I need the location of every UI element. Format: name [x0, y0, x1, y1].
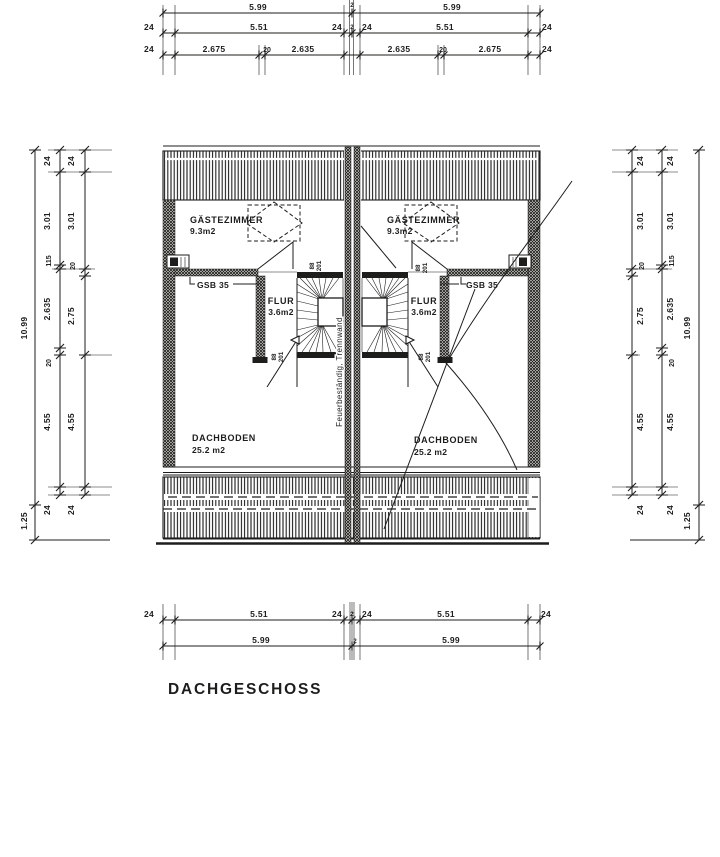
dim-label: 1.25	[19, 512, 29, 530]
partition-wall	[256, 276, 265, 362]
dim-label: 5.51	[250, 22, 268, 32]
dim-label: 24	[331, 22, 343, 32]
door-height: 201	[425, 351, 432, 363]
dim-label: 5.51	[436, 22, 454, 32]
dim-label: 20	[263, 47, 271, 54]
dim-label: 115	[669, 255, 676, 267]
dim-label: 24	[66, 155, 76, 167]
door-width: 88	[271, 353, 278, 361]
dim-label: 3.01	[665, 212, 675, 230]
dim-label: 115	[46, 255, 53, 267]
door-height: 201	[278, 351, 285, 363]
dim-label: 1.25	[682, 512, 692, 530]
dim-label: 5.51	[250, 609, 268, 619]
exterior-wall-left	[163, 200, 175, 467]
dim-label: 24	[541, 22, 553, 32]
dim-label: 20	[70, 262, 77, 270]
interior-wall-bottom	[163, 467, 540, 473]
dim-label: 24	[42, 504, 52, 516]
dim-label: 24	[42, 155, 52, 167]
dim-label: 24	[331, 609, 343, 619]
dim-label: 20	[639, 262, 646, 270]
dim-label: 24	[665, 504, 675, 516]
dim-label: 24	[541, 44, 553, 54]
top-dimension-chain	[144, 0, 552, 75]
dim-label: 5.99	[252, 635, 270, 645]
stair-right	[362, 272, 414, 358]
room-area: 3.6m2	[268, 307, 294, 317]
party-wall-note: Feuerbeständig, Trennwand	[335, 317, 344, 427]
door-height: 201	[422, 262, 429, 274]
room-label: GÄSTEZIMMER	[387, 215, 461, 225]
dim-label: 4.55	[66, 413, 76, 431]
room-area: 9.3m2	[387, 226, 413, 236]
dim-label: 5.99	[443, 2, 461, 12]
dim-label: 2	[350, 611, 354, 618]
dim-label: 4.55	[665, 413, 675, 431]
dim-label: 24	[143, 44, 155, 54]
room-label: GÄSTEZIMMER	[190, 215, 264, 225]
dim-label: 24	[66, 504, 76, 516]
wall-end-cap	[253, 357, 268, 363]
dim-label: 2	[350, 2, 354, 9]
dim-label: 24	[143, 22, 155, 32]
room-area: 9.3m2	[190, 226, 216, 236]
room-area: 3.6m2	[411, 307, 437, 317]
dim-label: 2.635	[665, 297, 675, 321]
partition-wall	[447, 269, 528, 276]
left-dimension-chain	[19, 146, 112, 544]
door-width: 88	[309, 262, 316, 270]
room-label: FLUR	[267, 296, 295, 306]
dim-label: 24	[361, 22, 373, 32]
partition-wall	[440, 276, 449, 362]
room-area: 25.2 m2	[414, 447, 448, 457]
dim-label: 2.635	[42, 297, 52, 321]
room-area: 25.2 m2	[192, 445, 226, 455]
plan-body	[156, 146, 572, 544]
dim-label: 24	[361, 609, 373, 619]
dim-label: 2	[350, 24, 354, 31]
wall-vent-symbol	[509, 255, 531, 268]
door-swing	[408, 340, 438, 387]
wall-vent-symbol	[167, 255, 189, 268]
dim-label: 20	[669, 359, 676, 367]
dim-label: 24	[143, 609, 155, 619]
dim-label: 5.99	[442, 635, 460, 645]
dim-label: 2.635	[387, 44, 411, 54]
dim-label: 2.75	[66, 307, 76, 325]
room-label: FLUR	[410, 296, 438, 306]
right-dimension-chain	[612, 146, 705, 544]
dim-label: 20	[46, 359, 53, 367]
dim-label: 24	[635, 504, 645, 516]
partition-wall	[175, 269, 258, 276]
dim-label: 2.675	[202, 44, 226, 54]
dim-label: 4.55	[635, 413, 645, 431]
dim-label: 2	[353, 638, 357, 645]
dim-label: 3.01	[66, 212, 76, 230]
bottom-dimension-chain	[144, 602, 551, 660]
dim-label: 5.51	[437, 609, 455, 619]
door-width: 88	[415, 264, 422, 272]
door-swing	[258, 242, 293, 269]
dim-label: 24	[540, 609, 552, 619]
dim-label: 2.675	[478, 44, 502, 54]
dim-label: 2.635	[291, 44, 315, 54]
dim-label: 24	[635, 155, 645, 167]
dim-label: 3.01	[42, 212, 52, 230]
dim-label: 20	[439, 47, 447, 54]
dim-label: 2.75	[635, 307, 645, 325]
dim-label: 5.99	[249, 2, 267, 12]
dim-label: 24	[665, 155, 675, 167]
door-width: 88	[418, 353, 425, 361]
dim-label: 3.01	[635, 212, 645, 230]
dim-label: 10.99	[19, 316, 29, 340]
wall-end-cap	[438, 357, 453, 363]
drawing-title: DACHGESCHOSS	[168, 681, 323, 698]
room-label: DACHBODEN	[414, 435, 478, 445]
door-swing	[267, 340, 297, 387]
gsb-label: GSB 35	[466, 280, 499, 290]
roof-band-top	[163, 146, 540, 202]
dim-label: 10.99	[682, 316, 692, 340]
roof-band-bottom	[156, 475, 549, 544]
gsb-label: GSB 35	[197, 280, 230, 290]
door-height: 201	[316, 260, 323, 272]
dim-label: 4.55	[42, 413, 52, 431]
room-label: DACHBODEN	[192, 433, 256, 443]
